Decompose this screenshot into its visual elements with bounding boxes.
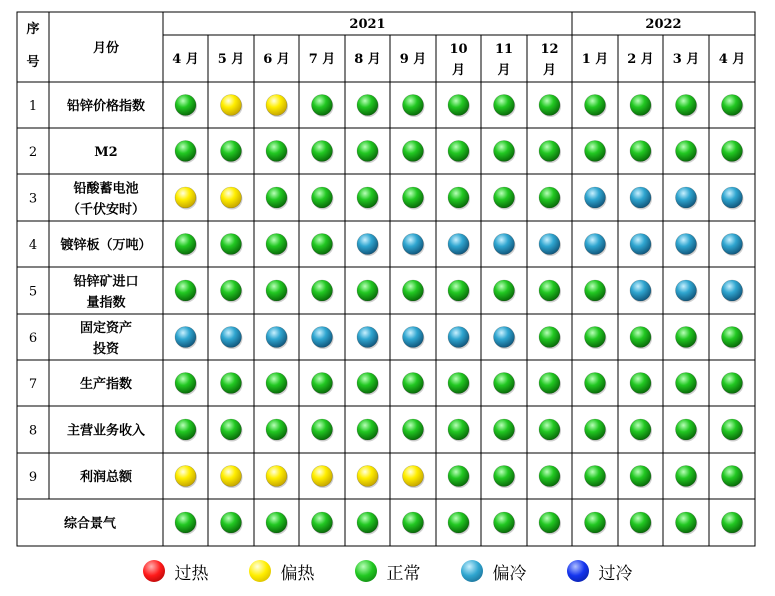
signal-dot-normal	[448, 373, 469, 394]
header-month: 7 月	[308, 52, 336, 67]
row-number: 8	[28, 423, 38, 439]
signal-dot-normal	[175, 512, 196, 533]
signal-dot-normal	[357, 373, 378, 394]
signal-dot-normal	[494, 373, 515, 394]
signal-dot-normal	[448, 95, 469, 116]
signal-dot-normal	[630, 512, 651, 533]
row-number: 6	[28, 331, 38, 346]
signal-dot-normal	[585, 373, 606, 394]
row-number: 9	[28, 470, 38, 485]
signal-dot-warm	[175, 187, 196, 208]
signal-dot-normal	[585, 141, 606, 162]
signal-dot-cool	[494, 234, 515, 255]
signal-dot-cool	[676, 280, 697, 301]
signal-dot-cool	[722, 234, 743, 255]
signal-dot-normal	[266, 419, 287, 440]
signal-dot-normal	[630, 141, 651, 162]
signal-dot-warm	[312, 466, 333, 487]
signal-dot-normal	[357, 419, 378, 440]
signal-dot-normal	[539, 466, 560, 487]
signal-dot-normal	[312, 373, 333, 394]
signal-dot-normal	[676, 466, 697, 487]
legend	[0, 553, 775, 589]
legend-item-normal	[355, 559, 421, 584]
signal-dot-normal	[539, 373, 560, 394]
signal-dot-normal	[448, 466, 469, 487]
signal-dot-cool	[676, 234, 697, 255]
row-number: 1	[28, 99, 38, 114]
signal-dot-normal	[175, 373, 196, 394]
signal-dot-normal	[312, 512, 333, 533]
header-month-unit: 月	[542, 63, 557, 78]
header-month: 2 月	[627, 52, 654, 67]
row-number: 7	[28, 377, 38, 392]
signal-dot-normal	[630, 95, 651, 116]
signal-dot-normal	[403, 187, 424, 208]
row-label: 铅酸蓄电池	[73, 181, 139, 197]
header-year-2022: 2022	[645, 17, 682, 32]
signal-dot-normal	[494, 280, 515, 301]
signal-dot-cool	[630, 234, 651, 255]
signal-dot-cool	[630, 187, 651, 208]
signal-dot-normal	[312, 187, 333, 208]
legend-label: 过热	[174, 563, 209, 584]
legend-label: 偏热	[280, 563, 315, 584]
row-label: 固定资产	[79, 321, 133, 336]
signal-dot-normal	[403, 95, 424, 116]
signal-dot-normal	[312, 234, 333, 255]
signal-dot-normal	[676, 512, 697, 533]
signal-dot-normal	[448, 280, 469, 301]
signal-dot-normal	[221, 234, 242, 255]
row-label-line2: 量指数	[86, 295, 126, 311]
signal-dot-normal	[676, 327, 697, 348]
signal-dot-normal	[630, 373, 651, 394]
signal-dot-warm	[403, 466, 424, 487]
signal-dot-normal	[312, 419, 333, 440]
signal-dot-normal	[630, 466, 651, 487]
signal-dot-normal	[357, 141, 378, 162]
signal-dot-normal	[722, 327, 743, 348]
signal-dot-normal	[266, 141, 287, 162]
header-month-unit: 月	[451, 63, 466, 78]
signal-dot-normal	[266, 373, 287, 394]
signal-dot-normal	[722, 141, 743, 162]
signal-dot-normal	[539, 419, 560, 440]
signal-dot-warm	[221, 187, 242, 208]
signal-dot-normal	[312, 141, 333, 162]
signal-dot-warm	[221, 95, 242, 116]
signal-dot-normal	[357, 187, 378, 208]
signal-dot-normal	[357, 512, 378, 533]
legend-item-warm	[249, 559, 315, 584]
row-label: 铅锌矿进口	[73, 274, 139, 290]
signal-dot-normal	[494, 141, 515, 162]
row-label: 利润总额	[79, 470, 133, 485]
signal-dot-normal	[494, 512, 515, 533]
signal-dot-normal	[221, 141, 242, 162]
signal-dot-normal	[403, 280, 424, 301]
legend-dot-warm	[249, 560, 271, 582]
signal-dot-normal	[722, 95, 743, 116]
signal-dot-normal	[722, 419, 743, 440]
signal-dot-cool	[448, 234, 469, 255]
signal-dot-normal	[494, 187, 515, 208]
legend-item-overcool	[567, 559, 633, 584]
signal-dot-normal	[312, 280, 333, 301]
signal-dot-normal	[448, 512, 469, 533]
signal-dot-normal	[494, 95, 515, 116]
signal-dot-cool	[494, 327, 515, 348]
row-label: 主营业务收入	[66, 423, 146, 439]
signal-dot-warm	[175, 466, 196, 487]
header-month: 10	[449, 42, 468, 57]
signal-dot-warm	[221, 466, 242, 487]
signal-dot-cool	[539, 234, 560, 255]
header-month: 4 月	[172, 52, 199, 67]
row-label: 镀锌板（万吨）	[60, 238, 152, 253]
row-label: 综合景气	[63, 516, 117, 532]
signal-dot-cool	[722, 187, 743, 208]
header-month: 1 月	[581, 52, 609, 67]
row-number: 5	[28, 284, 38, 300]
signal-dot-normal	[403, 512, 424, 533]
signal-dot-normal	[403, 141, 424, 162]
signal-dot-normal	[539, 141, 560, 162]
row-label: 生产指数	[79, 377, 133, 392]
legend-dot-normal	[355, 560, 377, 582]
signal-dot-normal	[403, 373, 424, 394]
signal-dot-cool	[266, 327, 287, 348]
signal-dot-normal	[448, 141, 469, 162]
row-number: 2	[28, 145, 38, 160]
signal-dot-normal	[357, 95, 378, 116]
signal-dot-cool	[403, 327, 424, 348]
signal-dot-normal	[221, 512, 242, 533]
signal-dot-normal	[221, 419, 242, 440]
header-num-label-top: 序	[26, 22, 40, 37]
header-month: 3 月	[672, 52, 700, 67]
signal-dot-normal	[585, 466, 606, 487]
signal-dot-normal	[585, 327, 606, 348]
header-month: 6 月	[263, 52, 290, 67]
signal-dot-normal	[403, 419, 424, 440]
row-label: 铅锌价格指数	[66, 99, 146, 114]
signal-dot-cool	[403, 234, 424, 255]
signal-dot-normal	[312, 95, 333, 116]
signal-dot-normal	[175, 280, 196, 301]
signal-dot-normal	[175, 95, 196, 116]
header-month: 9 月	[399, 52, 427, 67]
signal-dot-normal	[585, 280, 606, 301]
row-number: 3	[28, 191, 38, 207]
signal-dot-cool	[357, 327, 378, 348]
legend-item-cool	[461, 559, 527, 584]
signal-dot-normal	[221, 373, 242, 394]
signal-dot-normal	[539, 95, 560, 116]
signal-dot-normal	[175, 234, 196, 255]
signal-dot-normal	[175, 419, 196, 440]
signal-dot-normal	[539, 327, 560, 348]
header-month: 11	[494, 42, 514, 57]
row-label: M2	[94, 145, 118, 160]
signal-dot-normal	[266, 512, 287, 533]
header-month-unit: 月	[497, 63, 511, 78]
header-num-label-bottom: 号	[26, 55, 40, 70]
signal-dot-normal	[448, 187, 469, 208]
legend-dot-overheat	[143, 560, 165, 582]
signal-dot-normal	[722, 373, 743, 394]
legend-label: 正常	[386, 563, 421, 584]
signal-dot-cool	[630, 280, 651, 301]
signal-dot-warm	[266, 95, 287, 116]
signal-dot-normal	[175, 141, 196, 162]
signal-dot-normal	[676, 373, 697, 394]
header-month: 8 月	[354, 52, 381, 67]
signal-dot-normal	[494, 466, 515, 487]
signal-dot-normal	[357, 280, 378, 301]
signal-dot-normal	[676, 419, 697, 440]
signal-dot-normal	[266, 280, 287, 301]
signal-dot-normal	[494, 419, 515, 440]
signal-dot-normal	[722, 466, 743, 487]
signal-dot-warm	[357, 466, 378, 487]
legend-item-overheat	[143, 559, 209, 584]
signal-dot-cool	[312, 327, 333, 348]
signal-dot-normal	[585, 512, 606, 533]
signal-dot-normal	[539, 187, 560, 208]
table-header	[26, 17, 745, 78]
signal-dot-normal	[630, 327, 651, 348]
signal-dot-normal	[266, 234, 287, 255]
signal-dot-normal	[676, 141, 697, 162]
legend-dot-overcool	[567, 560, 589, 582]
signal-dot-cool	[585, 234, 606, 255]
legend-label: 过冷	[598, 563, 633, 584]
signal-dot-cool	[357, 234, 378, 255]
signal-dot-normal	[722, 512, 743, 533]
signal-dot-normal	[266, 187, 287, 208]
signal-dot-normal	[585, 419, 606, 440]
signal-dot-cool	[175, 327, 196, 348]
signal-dot-cool	[448, 327, 469, 348]
signal-dot-cool	[676, 187, 697, 208]
signal-dot-warm	[266, 466, 287, 487]
signal-dot-normal	[630, 419, 651, 440]
signal-dot-cool	[585, 187, 606, 208]
legend-dot-cool	[461, 560, 483, 582]
signal-dot-normal	[676, 95, 697, 116]
signal-dot-cool	[722, 280, 743, 301]
signal-dot-normal	[539, 280, 560, 301]
row-number: 4	[28, 238, 38, 253]
signal-dot-normal	[539, 512, 560, 533]
row-label-line2: 投资	[92, 342, 120, 357]
signal-dot-normal	[448, 419, 469, 440]
header-month: 4 月	[718, 52, 746, 67]
legend-label: 偏冷	[492, 563, 527, 584]
header-year-2021: 2021	[349, 17, 386, 32]
row-label-line2: （千伏安时）	[66, 202, 146, 218]
signal-dot-normal	[221, 280, 242, 301]
header-month: 5 月	[217, 52, 245, 67]
header-month: 12	[540, 42, 559, 57]
header-month-label: 月份	[92, 41, 120, 56]
signal-dot-normal	[585, 95, 606, 116]
signal-dot-cool	[221, 327, 242, 348]
